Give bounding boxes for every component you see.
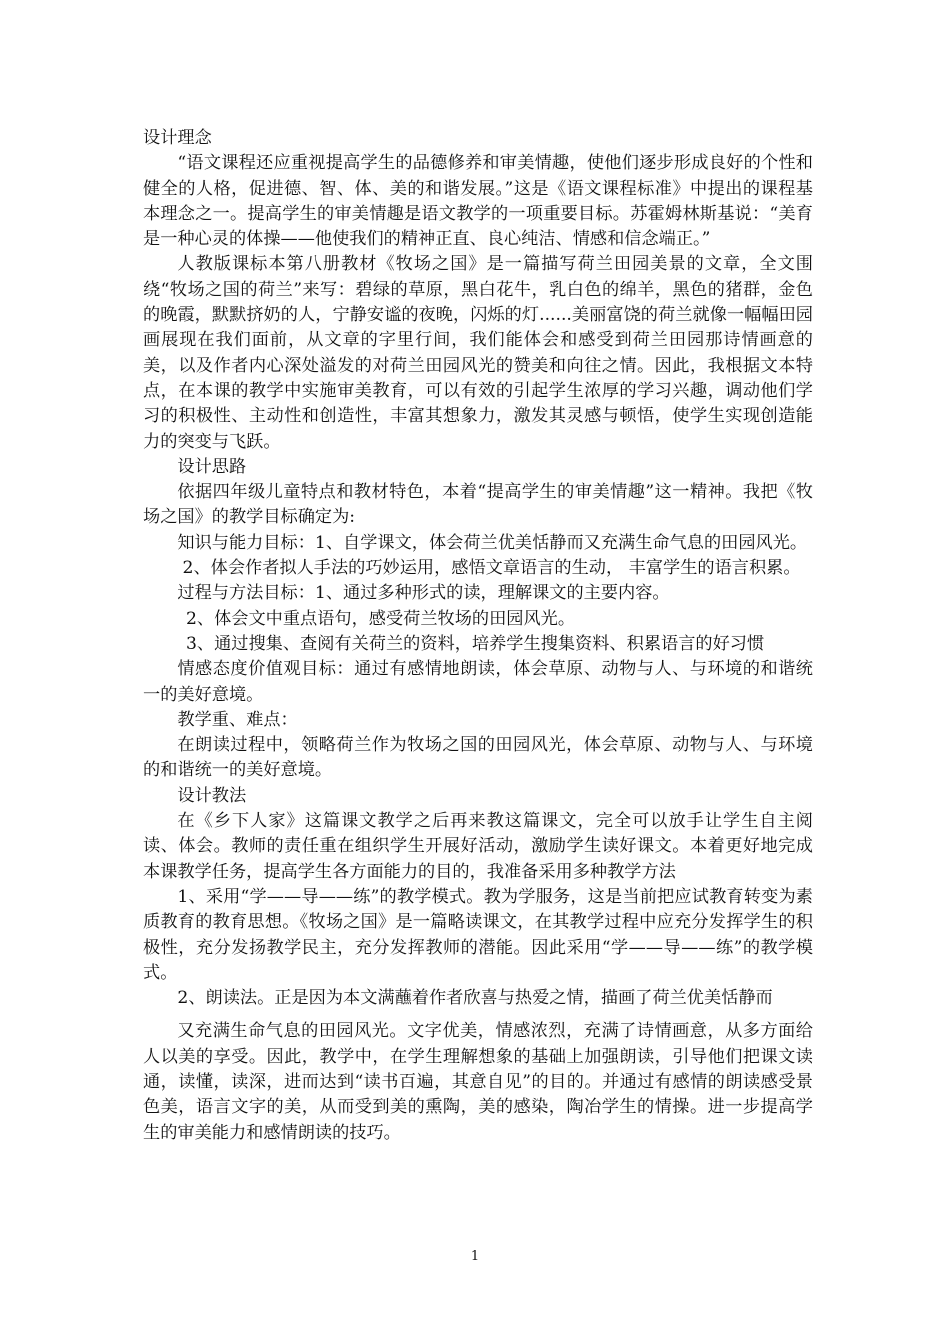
paragraph: 人教版课标本第八册教材《牧场之国》是一篇描写荷兰田园美景的文章，全文围绕“牧场之国的荷兰”来写：碧绿的草原，黑白花牛，乳白色的绵羊，黑色的猪群，金色的晚霞，默默挤奶的人，宁静安谧的夜晚，闪烁的灯......美丽富饶的荷兰就像一幅幅田园画展现在我们面前，从文章的字里行间，我们能体会和感受到荷兰田园那诗情画意的美，以及作者内心深处溢发的对荷兰田园风光的赞美和向往之情。因此，我根据文本特点，在本课的教学中实施审美教育，可以有效的引起学生浓厚的学习兴趣，调动他们学习的积极性、主动性和创造性，丰富其想象力，激发其灵感与顿悟，使学生实现创造能力的突变与飞跃。 xyxy=(143,254,813,452)
objective-process: 过程与方法目标：1、通过多种形式的读，理解课文的主要内容。 xyxy=(177,583,670,604)
paragraph: 依据四年级儿童特点和教材特色，本着“提高学生的审美情趣”这一精神。我把《牧场之国》的教学目标确定为: xyxy=(143,482,813,528)
heading-design-approach: 设计思路 xyxy=(177,456,247,477)
objective-emotion: 情感态度价值观目标：通过有感情地朗读，体会草原、动物与人、与环境的和谐统一的美好意境。 xyxy=(143,659,813,705)
objective-process-2: 2、体会文中重点语句，感受荷兰牧场的田园风光。 xyxy=(186,608,576,629)
page-number: 1 xyxy=(470,1249,480,1264)
document-body xyxy=(143,126,813,1146)
heading-key-points: 教学重、难点： xyxy=(177,709,298,730)
heading-teaching-method: 设计教法 xyxy=(177,785,247,806)
paragraph: “语文课程还应重视提高学生的品德修养和审美情趣，使他们逐步形成良好的个性和健全的人格，促进德、智、体、美的和谐发展。”这是《语文课程标准》中提出的课程基本理念之一。提高学生的审美情趣是语文教学的一项重要目标。苏霍姆林斯基说：“美育是一种心灵的体操——他使我们的精神正直、良心纯洁、情感和信念端正。” xyxy=(143,153,813,250)
objective-knowledge: 知识与能力目标：1、自学课文，体会荷兰优美恬静而又充满生命气息的田园风光。 xyxy=(177,532,808,553)
paragraph: 在《乡下人家》这篇课文教学之后再来教这篇课文，完全可以放手让学生自主阅读、体会。教师的责任重在组织学生开展好活动，激励学生读好课文。本着更好地完成本课教学任务，提高学生各方面能力的目的，我准备采用多种教学方法 xyxy=(143,811,813,882)
objective-process-3: 3、通过搜集、查阅有关荷兰的资料，培养学生搜集资料、积累语言的好习惯 xyxy=(186,633,765,654)
paragraph: 又充满生命气息的田园风光。文字优美，情感浓烈，充满了诗情画意，从多方面给人以美的享受。因此，教学中，在学生理解想象的基础上加强朗读，引导他们把课文读通，读懂，读深，进而达到“读书百遍，其意自见”的目的。并通过有感情的朗读感受景色美，语言文字的美，从而受到美的熏陶，美的感染，陶冶学生的情操。进一步提高学生的审美能力和感情朗读的技巧。 xyxy=(143,1021,813,1143)
objective-knowledge-2: 2、体会作者拟人手法的巧妙运用，感悟文章语言的生动， 丰富学生的语言积累。 xyxy=(182,558,801,579)
heading-design-concept: 设计理念 xyxy=(143,128,212,148)
paragraph: 在朗读过程中，领略荷兰作为牧场之国的田园风光，体会草原、动物与人、与环境的和谐统一的美好意境。 xyxy=(143,735,813,781)
method-2: 2、朗读法。正是因为本文满蘸着作者欣喜与热爱之情，描画了荷兰优美恬静而 xyxy=(177,988,773,1009)
method-1: 1、采用“学——导——练”的教学模式。教为学服务，这是当前把应试教育转变为素质教育的教育思想。《牧场之国》是一篇略读课文，在其教学过程中应充分发挥学生的积极性，充分发扬教学民主，充分发挥教师的潜能。因此采用“学——导——练”的教学模式。 xyxy=(143,886,813,983)
